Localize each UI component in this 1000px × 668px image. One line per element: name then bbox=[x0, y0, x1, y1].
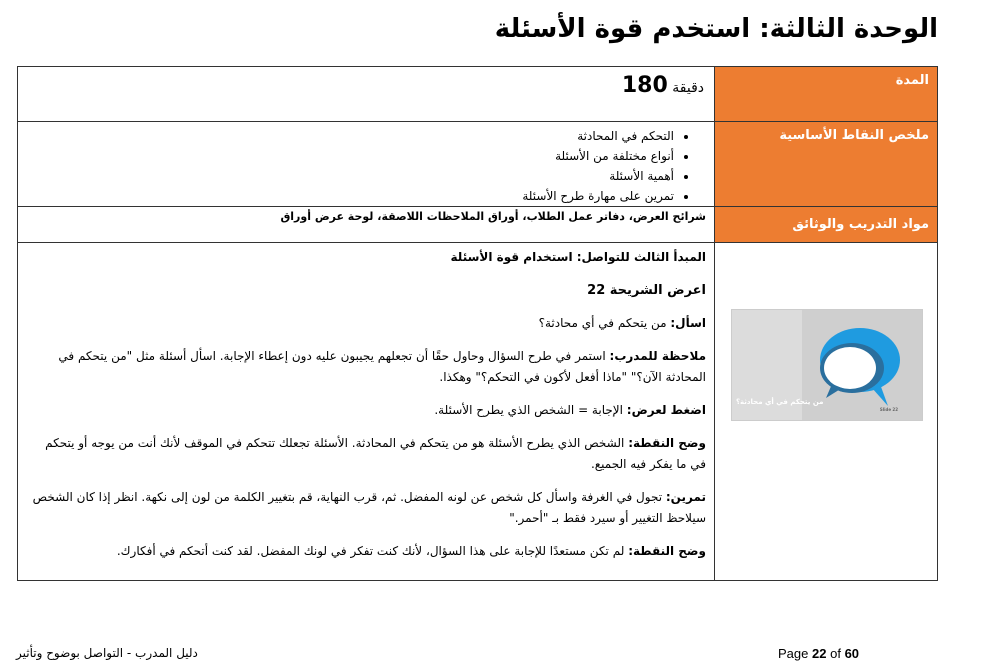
key-points-list bbox=[18, 126, 714, 206]
footer-page-number bbox=[778, 646, 859, 661]
slide-thumbnail bbox=[731, 309, 923, 421]
row-materials bbox=[18, 207, 938, 243]
duration-unit: دقيقة bbox=[672, 80, 704, 96]
row-key-points bbox=[18, 122, 938, 207]
show-paragraph bbox=[26, 400, 706, 421]
footer-guide-title: دليل المدرب - التواصل بوضوح وتأثير bbox=[16, 646, 198, 660]
note-text: استمر في طرح السؤال وحاول حقًا أن تجعلهم يجيبون عليه دون إعطاء الإجابة. اسأل أسئلة مثل "من يتحكم في المحادثة الآن؟" "ماذا أفعل لأكون في التحكم؟" وهكذا. bbox=[58, 349, 706, 384]
explain2-text: لم تكن مستعدًا للإجابة على هذا السؤال، لأنك كنت تفكر في لونك المفضل. لقد كنت أتحكم في أفكارك. bbox=[116, 544, 625, 558]
explain1-label: وضح النقطة: bbox=[628, 436, 706, 450]
slide-caption: من يتحكم في أي محادثة؟ bbox=[736, 398, 824, 406]
materials-text: شرائح العرض، دفاتر عمل الطلاب، أوراق الملاحظات اللاصقة، لوحة عرض أوراق bbox=[280, 210, 706, 223]
content-cell bbox=[18, 243, 715, 581]
exercise-text: تجول في الغرفة واسأل كل شخص عن لونه المفضل. ثم، قرب النهاية، قم بتغيير الكلمة من لون إلى نكهة. انظر إذا كان الشخص سيلاحظ التغيير أو سيرد فقط بـ "أحمر." bbox=[32, 490, 706, 525]
ask-paragraph bbox=[26, 313, 706, 334]
footer-page-total: 60 bbox=[844, 646, 860, 661]
row-duration bbox=[18, 67, 938, 122]
explain2-paragraph bbox=[26, 541, 706, 562]
lesson-table bbox=[17, 66, 938, 581]
duration-cell bbox=[18, 67, 715, 122]
slide-footer: Slide 22 bbox=[879, 407, 898, 412]
footer-page-prefix: Page bbox=[778, 646, 809, 661]
note-paragraph bbox=[26, 346, 706, 388]
footer-page-current: 22 bbox=[812, 646, 827, 661]
slide-bubble-text: الشخص الذي يطرح الأسئلة bbox=[834, 360, 866, 381]
materials-cell bbox=[18, 207, 715, 243]
ask-text: من يتحكم في أي محادثة؟ bbox=[538, 316, 667, 330]
duration-label: المدة bbox=[715, 67, 938, 122]
explain2-label: وضح النقطة: bbox=[628, 544, 706, 558]
key-point-item: • تمرين على مهارة طرح الأسئلة bbox=[18, 186, 674, 206]
slide-heading: اعرض الشريحة 22 bbox=[587, 283, 706, 298]
ask-label: اسأل: bbox=[670, 316, 706, 330]
footer-page-of: of bbox=[830, 646, 841, 661]
note-label: ملاحظة للمدرب: bbox=[609, 349, 706, 363]
content-heading: المبدأ الثالث للتواصل: استخدام قوة الأسئلة bbox=[450, 250, 706, 264]
exercise-label: تمرين: bbox=[665, 490, 706, 504]
key-point-item: • أنواع مختلفة من الأسئلة bbox=[18, 146, 674, 166]
key-point-item: • التحكم في المحادثة bbox=[18, 126, 674, 146]
slide-thumb-cell bbox=[715, 243, 938, 581]
key-points-label: ملخص النقاط الأساسية bbox=[715, 122, 938, 207]
explain1-text: الشخص الذي يطرح الأسئلة هو من يتحكم في المحادثة. الأسئلة تجعلك تتحكم في الموقف لأنك أنت من يوجه أو يتحكم في ما يفكر فيه الجميع. bbox=[45, 436, 706, 471]
duration-value: 180 bbox=[621, 73, 668, 98]
page-title: الوحدة الثالثة: استخدم قوة الأسئلة bbox=[494, 14, 938, 44]
row-content bbox=[18, 243, 938, 581]
key-point-item: • أهمية الأسئلة bbox=[18, 166, 674, 186]
explain1-paragraph bbox=[26, 433, 706, 475]
show-text: الإجابة = الشخص الذي يطرح الأسئلة. bbox=[434, 403, 623, 417]
show-label: اضغط لعرض: bbox=[626, 403, 706, 417]
exercise-paragraph bbox=[26, 487, 706, 529]
key-points-cell bbox=[18, 122, 715, 207]
materials-label: مواد التدريب والوثائق bbox=[715, 207, 938, 243]
